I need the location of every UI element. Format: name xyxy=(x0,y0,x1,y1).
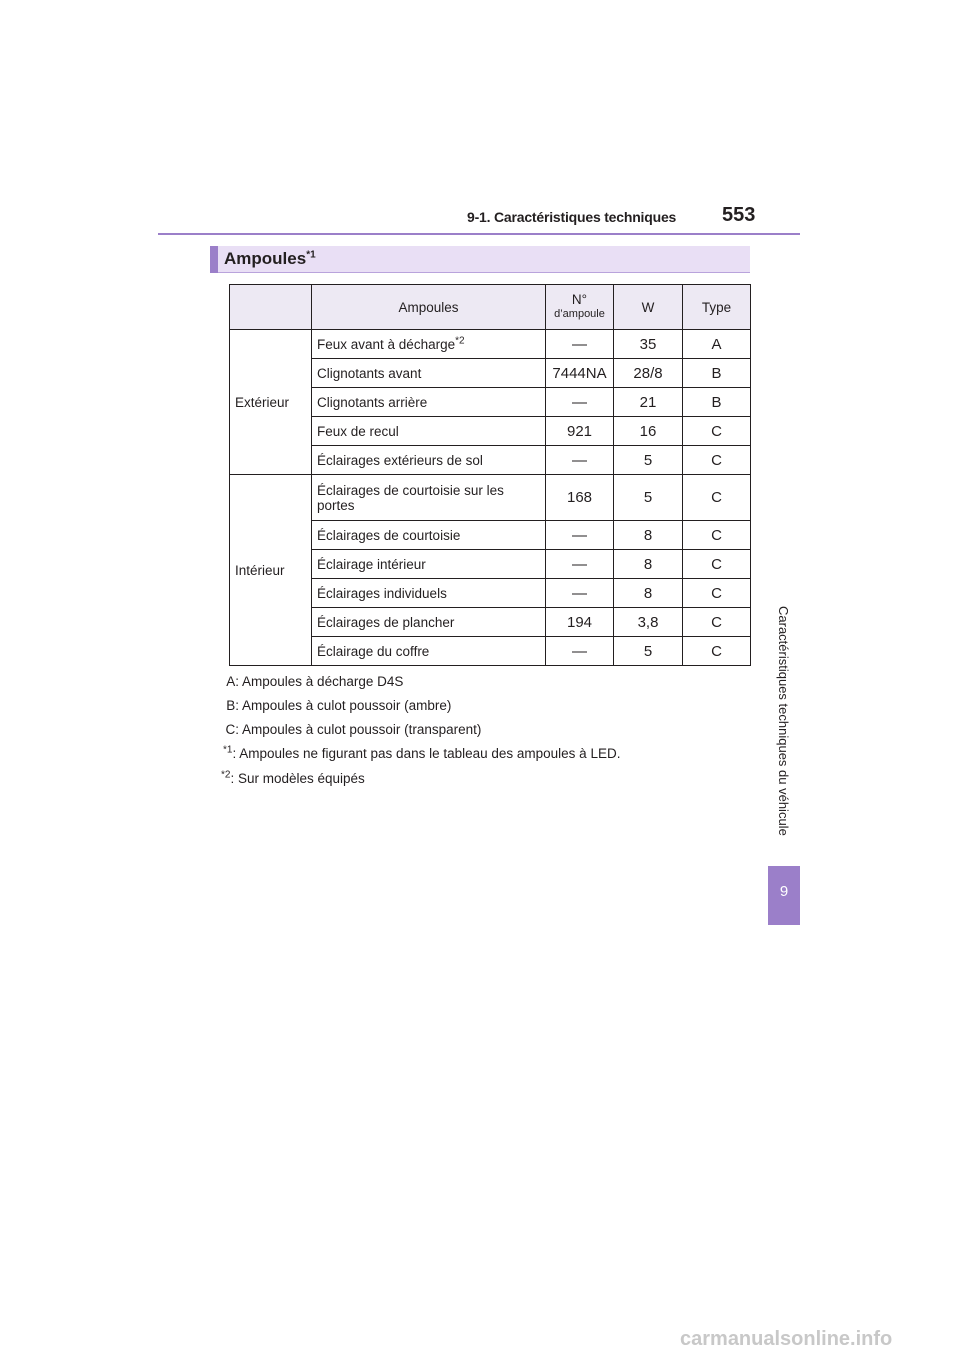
legend-key: C: xyxy=(225,722,239,737)
header-cell-category xyxy=(230,285,312,330)
bulb-name-cell: Éclairages de courtoisie xyxy=(312,521,546,550)
legend-text: Ampoules à décharge D4S xyxy=(242,674,404,689)
section-title-note-mark: *1 xyxy=(306,249,316,261)
footnote-mark: *2 xyxy=(221,769,231,781)
bulb-name-cell: Clignotants avant xyxy=(312,359,546,388)
bulb-watt-cell: 16 xyxy=(614,417,683,446)
footnote-2 xyxy=(221,771,365,786)
bulb-number-cell: — xyxy=(546,330,614,359)
bulb-watt-cell: 5 xyxy=(614,446,683,475)
footnote-1 xyxy=(223,746,620,761)
category-cell-interior: Intérieur xyxy=(230,475,312,666)
bulb-name-cell: Éclairages extérieurs de sol xyxy=(312,446,546,475)
legend-item-b xyxy=(223,698,451,713)
bulb-type-cell: B xyxy=(683,359,751,388)
bulb-number-cell: 194 xyxy=(546,608,614,637)
chapter-side-title: Caractéristiques techniques du véhicule xyxy=(776,606,791,836)
chapter-tab: 9 xyxy=(768,866,800,925)
header-cell-bulbs: Ampoules xyxy=(312,285,546,330)
heading-accent-bar xyxy=(210,246,218,273)
bulb-watt-cell: 5 xyxy=(614,637,683,666)
bulb-watt-cell: 28/8 xyxy=(614,359,683,388)
bulb-number-cell: 7444NA xyxy=(546,359,614,388)
bulb-name: Feux avant à décharge xyxy=(317,336,456,352)
header-cell-bulb-number xyxy=(546,285,614,330)
bulb-type-cell: C xyxy=(683,550,751,579)
table-row xyxy=(230,330,751,359)
legend-item-c xyxy=(223,722,481,737)
bulb-type-cell: C xyxy=(683,579,751,608)
footnote-mark: *1 xyxy=(223,744,233,756)
bulb-type-cell: C xyxy=(683,446,751,475)
bulb-name-cell: Éclairages individuels xyxy=(312,579,546,608)
bulb-number-cell: — xyxy=(546,637,614,666)
bulb-name-cell: Éclairages de courtoisie sur les portes xyxy=(312,475,546,521)
bulb-type-cell: C xyxy=(683,475,751,521)
bulb-watt-cell: 5 xyxy=(614,475,683,521)
header-cell-watt: W xyxy=(614,285,683,330)
bulb-number-cell: 168 xyxy=(546,475,614,521)
bulb-number-cell: — xyxy=(546,550,614,579)
legend-key: A: xyxy=(226,674,239,689)
page-number: 553 xyxy=(722,204,756,226)
bulb-watt-cell: 21 xyxy=(614,388,683,417)
header-number-line1: N° xyxy=(571,292,588,307)
bulb-name-cell: Éclairage du coffre xyxy=(312,637,546,666)
bulb-name-cell xyxy=(312,330,546,359)
legend-item-a xyxy=(223,674,403,689)
category-cell-exterior: Extérieur xyxy=(230,330,312,475)
bulb-note-mark: *2 xyxy=(455,335,465,346)
bulb-number-cell: — xyxy=(546,521,614,550)
bulb-type-cell: C xyxy=(683,608,751,637)
bulb-type-cell: C xyxy=(683,417,751,446)
legend-text: Ampoules à culot poussoir (ambre) xyxy=(242,698,452,713)
table-row xyxy=(230,475,751,521)
bulb-name-cell: Feux de recul xyxy=(312,417,546,446)
section-title-text: Ampoules xyxy=(224,249,307,268)
bulb-watt-cell: 8 xyxy=(614,521,683,550)
bulb-number-cell: — xyxy=(546,446,614,475)
bulb-watt-cell: 35 xyxy=(614,330,683,359)
bulb-watt-cell: 8 xyxy=(614,579,683,608)
bulb-type-cell: C xyxy=(683,637,751,666)
section-title xyxy=(224,249,316,269)
bulb-table xyxy=(229,284,751,666)
legend-text: Ampoules à culot poussoir (transparent) xyxy=(242,722,482,737)
header-cell-type: Type xyxy=(683,285,751,330)
bulb-number-cell: — xyxy=(546,388,614,417)
section-heading xyxy=(210,246,750,273)
footnote-text: : Sur modèles équipés xyxy=(230,771,365,786)
bulb-watt-cell: 8 xyxy=(614,550,683,579)
bulb-type-cell: A xyxy=(683,330,751,359)
running-header-section: 9-1. Caractéristiques techniques xyxy=(467,209,677,225)
legend-key: B: xyxy=(226,698,239,713)
bulb-number-cell: 921 xyxy=(546,417,614,446)
table-header-row xyxy=(230,285,751,330)
bulb-type-cell: B xyxy=(683,388,751,417)
bulb-watt-cell: 3,8 xyxy=(614,608,683,637)
bulb-number-cell: — xyxy=(546,579,614,608)
header-rule xyxy=(158,233,800,235)
bulb-type-cell: C xyxy=(683,521,751,550)
bulb-name-cell: Éclairages de plancher xyxy=(312,608,546,637)
header-number-line2: d’ampoule xyxy=(554,308,605,320)
bulb-name-cell: Clignotants arrière xyxy=(312,388,546,417)
watermark: carmanualsonline.info xyxy=(680,1328,893,1350)
footnote-text: : Ampoules ne figurant pas dans le tableau des ampoules à LED. xyxy=(232,746,621,761)
bulb-name-cell: Éclairage intérieur xyxy=(312,550,546,579)
